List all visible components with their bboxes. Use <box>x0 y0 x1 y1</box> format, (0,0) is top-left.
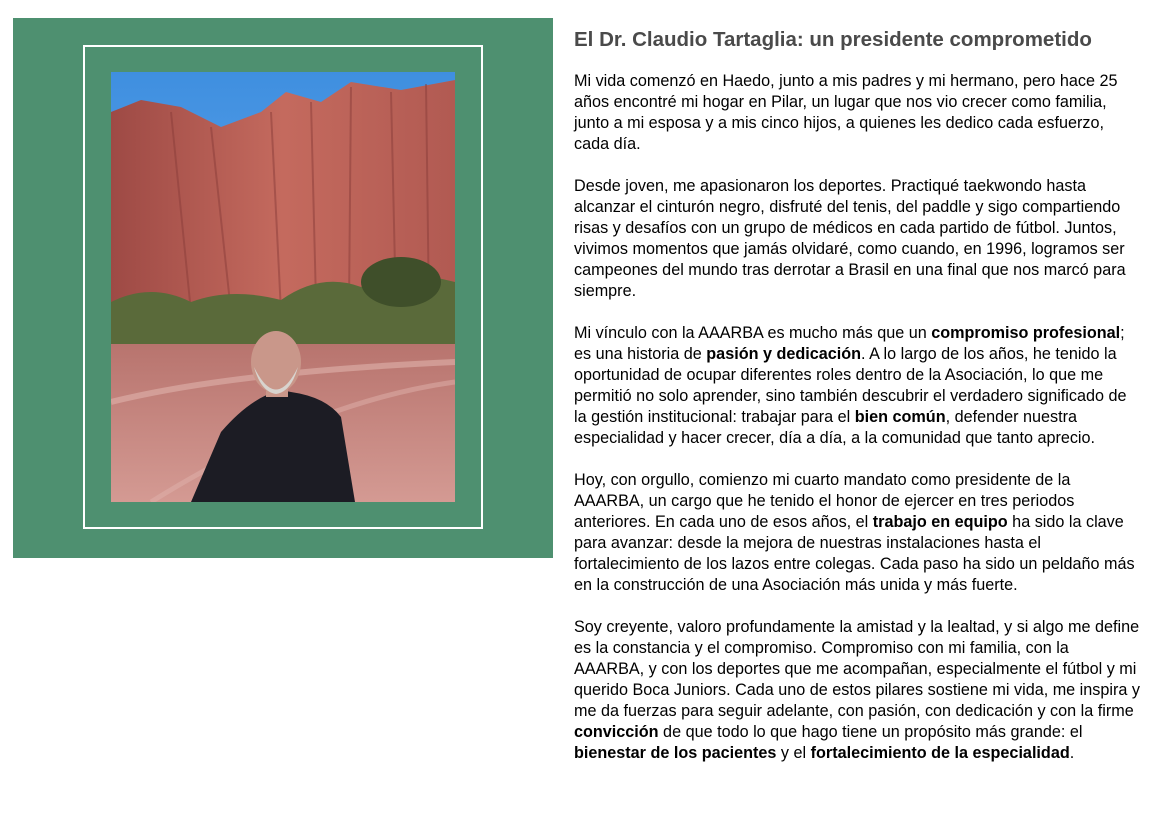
text-segment: ; es una historia de <box>574 324 1125 363</box>
text-segment: , defender nuestra especialidad y hacer crecer, día a día, a la comunidad que tanto aprecio. <box>574 408 1096 447</box>
bold-text: bienestar de los pacientes <box>574 744 777 762</box>
article-title: El Dr. Claudio Tartaglia: un presidente comprometido <box>574 28 1092 51</box>
text-segment: y el <box>776 744 811 762</box>
paragraph <box>574 470 1140 596</box>
bold-text: trabajo en equipo <box>872 513 1008 531</box>
text-segment: de que todo lo que hago tiene un propósito más grande: el <box>658 723 1083 741</box>
text-segment: Mi vínculo con la AAARBA es mucho más que un <box>574 324 932 342</box>
text-segment: Mi vida comenzó en Haedo, junto a mis padres y mi hermano, pero hace 25 años encontré mi hogar en Pilar, un lugar que nos vio crecer como familia, junto a mi esposa y a mis cinco hijos, a quienes les dedico cada esfuerzo, cada día. <box>574 72 1118 153</box>
text-segment: Soy creyente, valoro profundamente la amistad y la lealtad, y si algo me define es la constancia y el compromiso. Compromiso con mi familia, con la AAARBA, y con los deportes que me acompañan, especialmente el fútbol y mi querido Boca Juniors. Cada uno de estos pilares sostiene mi vida, me inspira y me da fuerzas para seguir adelante, con pasión, con dedicación y con la firme <box>574 618 1140 720</box>
bold-text: convicción <box>574 723 659 741</box>
text-segment: Hoy, con orgullo, comienzo mi cuarto mandato como presidente de la AAARBA, un cargo que he tenido el honor de ejercer en tres periodos anteriores. En cada uno de esos años, el <box>574 471 1075 531</box>
tree <box>361 257 441 307</box>
text-segment: . <box>1069 744 1075 762</box>
person-head <box>251 331 301 393</box>
bold-text: pasión y dedicación <box>706 345 862 363</box>
bold-text: fortalecimiento de la especialidad <box>810 744 1070 762</box>
text-segment: . A lo largo de los años, he tenido la oportunidad de ocupar diferentes roles dentro de la Asociación, lo que me permitió no solo aprender, sino también descubrir el verdadero significado de la gestión institucional: trabajar para el <box>574 345 1127 426</box>
text-segment: ha sido la clave para avanzar: desde la mejora de nuestras instalaciones hasta el fortalecimiento de los lazos entre colegas. Cada paso ha sido un peldaño más en la construcción de una Asociación más unida y más fuerte. <box>574 513 1135 594</box>
paragraph <box>574 323 1140 449</box>
paragraph <box>574 176 1140 302</box>
photo-panel <box>13 18 553 558</box>
article <box>574 26 1140 785</box>
bold-text: bien común <box>854 408 946 426</box>
portrait-photo <box>111 72 455 502</box>
paragraph <box>574 617 1140 764</box>
bold-text: compromiso profesional <box>931 324 1121 342</box>
paragraph <box>574 71 1140 155</box>
text-segment: Desde joven, me apasionaron los deportes. Practiqué taekwondo hasta alcanzar el cinturón negro, disfruté del tenis, del paddle y sigo compartiendo risas y desafíos con un grupo de médicos en cada partido de fútbol. Juntos, vivimos momentos que jamás olvidaré, como cuando, en 1996, logramos ser campeones del mundo tras derrotar a Brasil en una final que nos marcó para siempre. <box>574 177 1126 300</box>
article-body <box>574 71 1140 764</box>
